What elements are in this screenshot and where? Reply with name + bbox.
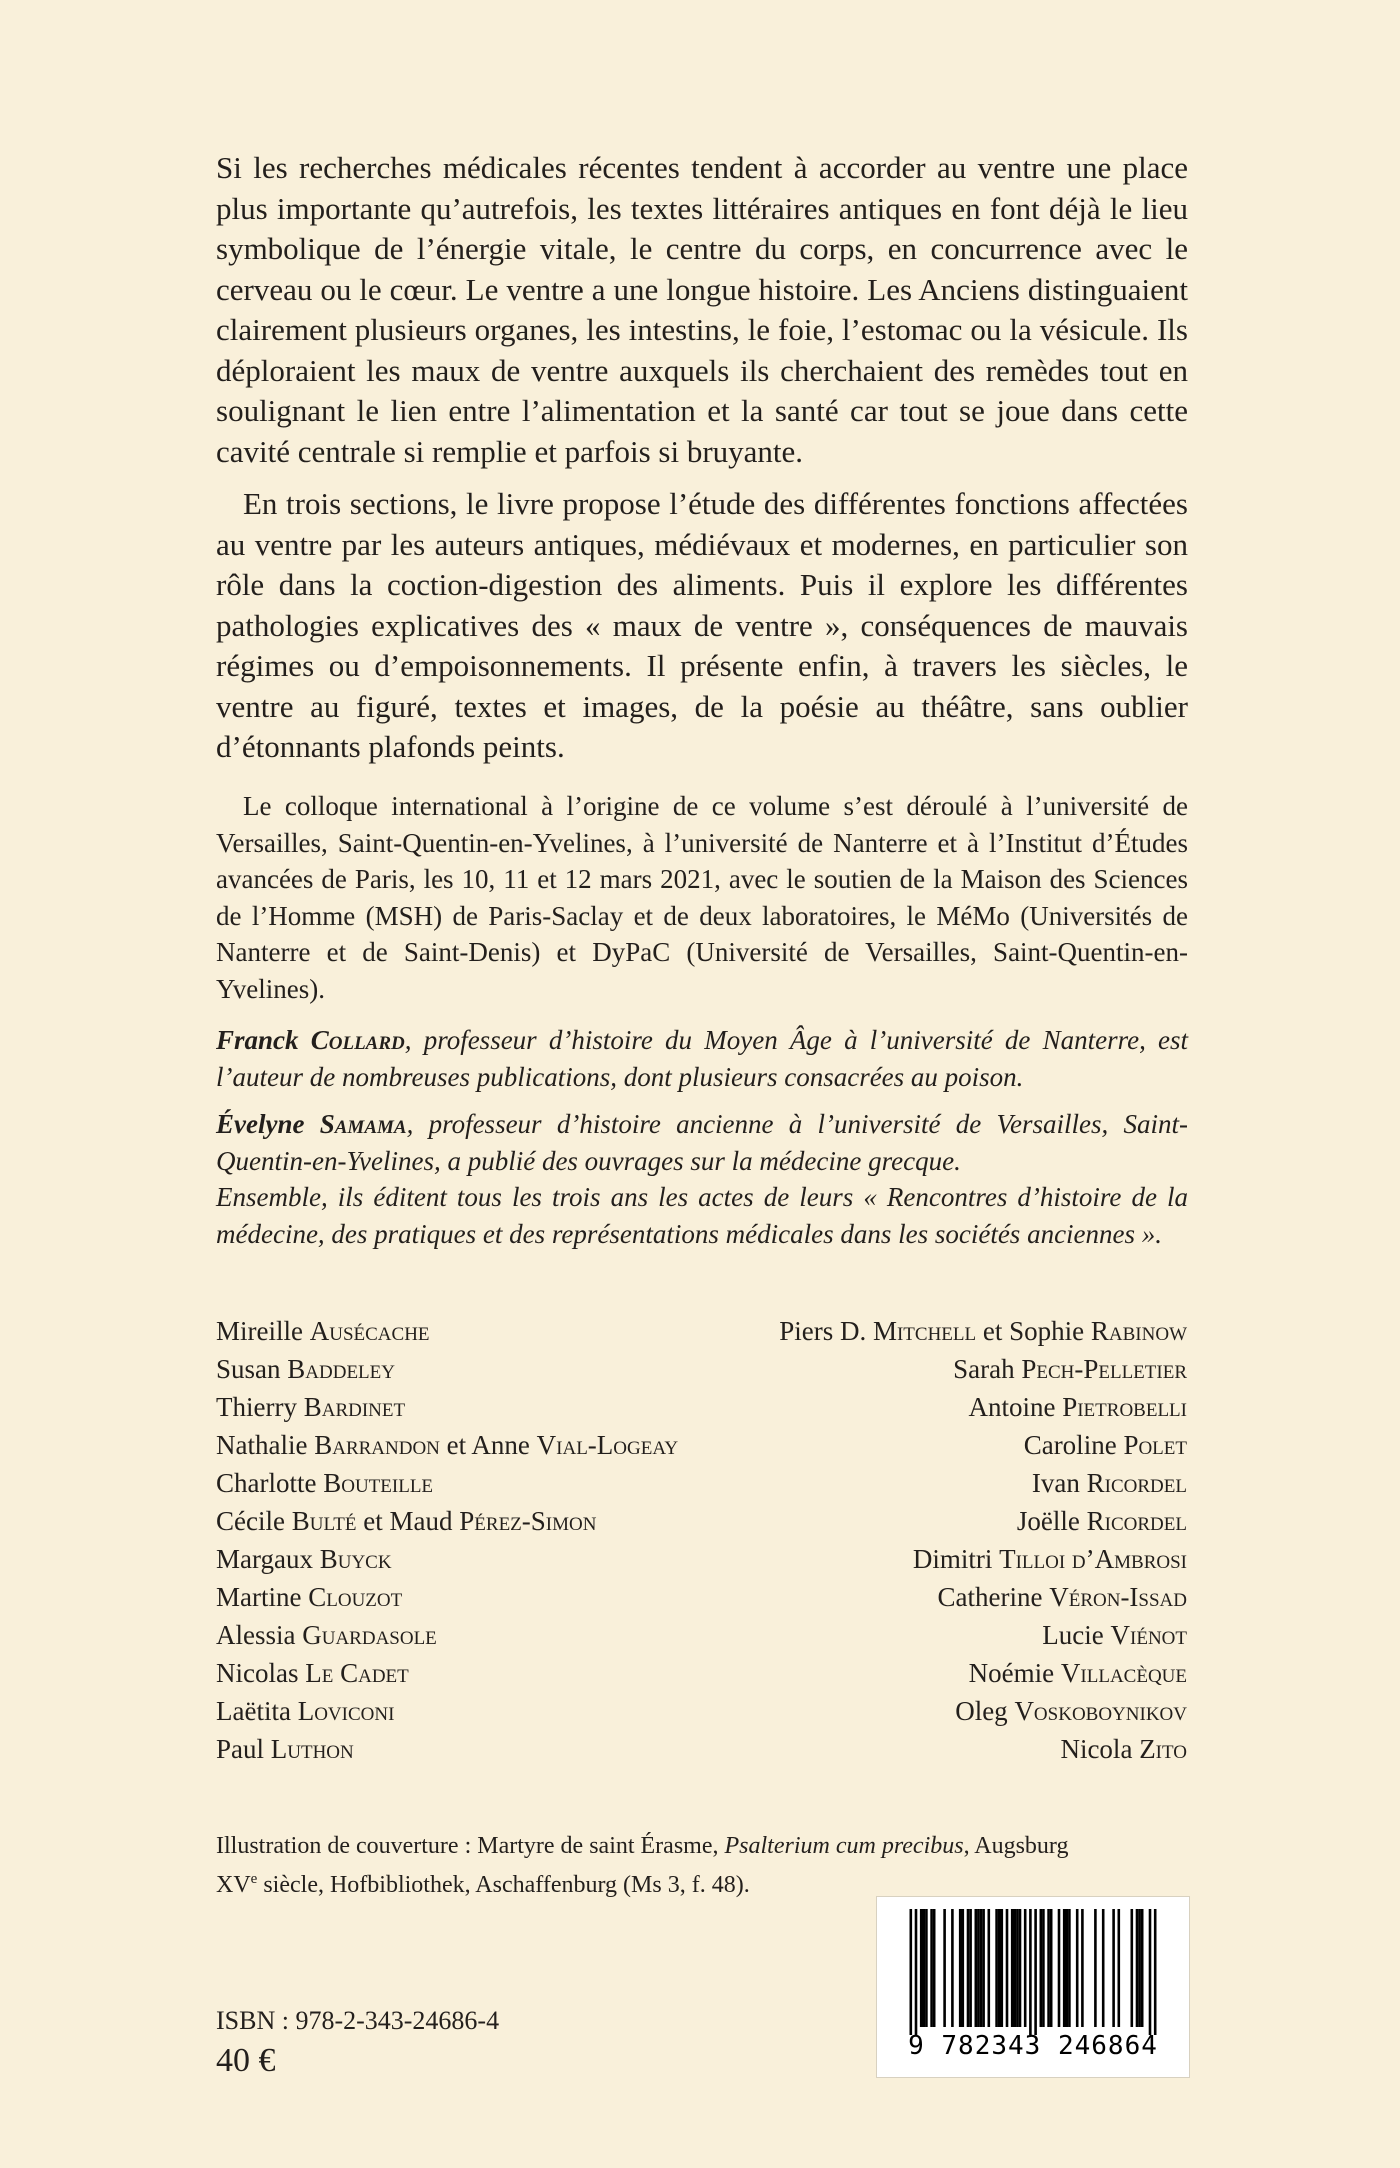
contributor-last-name: Pérez-Simon [459, 1506, 597, 1536]
contributor-entry [779, 1540, 1187, 1578]
price: 40 € [216, 2042, 276, 2079]
barcode-bar [1154, 1909, 1157, 2035]
credit-title: Psalterium cum precibus [724, 1833, 964, 1859]
contributor-last-name: Pech-Pelletier [1021, 1354, 1187, 1384]
barcode-bar [962, 1909, 965, 2027]
credit-century: XV [216, 1872, 251, 1898]
contributor-first-name: Laëtita [216, 1696, 291, 1726]
contributor-last-name: Clouzot [308, 1582, 403, 1612]
contributor-first-name: Nicolas [216, 1658, 299, 1688]
barcode-bar [910, 1909, 913, 2035]
contributor-last-name: Le Cadet [305, 1658, 409, 1688]
barcode-bar [930, 1909, 933, 2027]
contributor-first-name: Ivan [1031, 1468, 1080, 1498]
contributor-last-name: Polet [1123, 1430, 1187, 1460]
contributor-first-name: Nathalie [216, 1430, 308, 1460]
contributor-entry [779, 1502, 1187, 1540]
contributor-last-name: Bulté [291, 1506, 357, 1536]
barcode-bar [1131, 1909, 1134, 2027]
cover-illustration-credit [216, 1830, 1096, 1902]
contributors-right [779, 1312, 1187, 1768]
barcode-bar [1066, 1909, 1069, 2027]
contributor-last-name: Guardasole [302, 1620, 437, 1650]
together-text: Ensemble, ils éditent tous les trois ans les actes de leurs « Rencontres d’histoire de la médecine, des pratiques et des représentations médicales dans les sociétés anciennes ». [216, 1182, 1188, 1249]
barcode-bar [1063, 1909, 1066, 2027]
author-bio-text: , professeur d’histoire ancienne à l’université de Versailles, Saint-Quentin-en-Yvelines, a publié des ouvrages sur la médecine grecque. [216, 1109, 1188, 1176]
contributor-entry [216, 1502, 678, 1540]
contributor-entry [779, 1312, 1187, 1350]
contributor-first-name: Maud [389, 1506, 453, 1536]
contributor-entry [216, 1654, 678, 1692]
barcode-bar [943, 1909, 946, 2027]
contributor-last-name: Bouteille [323, 1468, 434, 1498]
author-bio-text: , professeur d’histoire du Moyen Âge à l’université de Nanterre, est l’auteur de nombreuses publications, dont plusieurs consacrées au poison. [216, 1025, 1189, 1092]
contributor-entry [216, 1578, 678, 1616]
contributor-last-name: Ricordel [1086, 1506, 1187, 1536]
barcode [876, 1896, 1190, 2078]
barcode-bar [1076, 1909, 1079, 2027]
barcode-bar [1058, 1909, 1061, 2027]
colloque-paragraph: Le colloque international à l’origine de ce volume s’est déroulé à l’université de Versailles, Saint-Quentin-en-Yvelines, à l’université de Nanterre et à l’Institut d’Études avancées de Paris, les 10, 11 et 12 mars 2021, avec le soutien de la Maison des Sciences de l’Homme (MSH) de Paris-Saclay et de deux laboratoires, le MéMo (Universités de Nanterre et de Saint-Denis) et DyPaC (Université de Versailles, Saint-Quentin-en-Yvelines). [216, 791, 1188, 1004]
contributor-entry [216, 1730, 678, 1768]
credit-suffix: , Augsburg [963, 1833, 1069, 1859]
contributor-first-name: Charlotte [216, 1468, 317, 1498]
contributor-last-name: Mitchell [872, 1316, 977, 1346]
barcode-bar [1011, 1909, 1014, 2027]
contributor-entry [216, 1388, 678, 1426]
barcode-bar [1149, 1909, 1152, 2035]
barcode-bar [1102, 1909, 1105, 2027]
barcode-number: 9 782343 246864 [908, 2031, 1158, 2061]
contributor-last-name: Rabinow [1090, 1316, 1187, 1346]
credit-century-sup: e [250, 1871, 258, 1887]
contributor-last-name: Villacèque [1060, 1658, 1187, 1688]
contributor-last-name: Viénot [1110, 1620, 1187, 1650]
contributor-entry [779, 1464, 1187, 1502]
contributor-first-name: Dimitri [912, 1544, 993, 1574]
barcode-bar [980, 1909, 983, 2027]
barcode-bar [933, 1909, 936, 2027]
contributor-first-name: Nicola [1060, 1734, 1133, 1764]
barcode-bar [920, 1909, 923, 2027]
contributor-last-name: Bardinet [303, 1392, 406, 1422]
contributor-entry [779, 1578, 1187, 1616]
contributor-first-name: Antoine [968, 1392, 1056, 1422]
contributor-entry [779, 1730, 1187, 1768]
contributor-last-name: Baddeley [287, 1354, 395, 1384]
author-bio-samama [216, 1106, 1188, 1252]
contributor-conjunction: et [446, 1430, 467, 1460]
barcode-bar [969, 1909, 972, 2027]
contributor-first-name: Joëlle [1016, 1506, 1080, 1536]
contributor-entry [216, 1464, 678, 1502]
contributor-entry [779, 1426, 1187, 1464]
contributor-entry [216, 1540, 678, 1578]
contributor-last-name: Véron-Issad [1049, 1582, 1187, 1612]
contributor-entry [779, 1616, 1187, 1654]
contributor-last-name: Barrandon [314, 1430, 440, 1460]
barcode-bar [1016, 1909, 1019, 2027]
contributor-entry [779, 1388, 1187, 1426]
contributor-first-name: Lucie [1042, 1620, 1104, 1650]
barcode-bar [1138, 1909, 1141, 2027]
barcode-bar [915, 1909, 918, 2035]
author-last-name: Collard [310, 1025, 405, 1055]
contributor-first-name: Thierry [216, 1392, 297, 1422]
contributor-last-name: Buyck [319, 1544, 392, 1574]
summary-paragraph-2: En trois sections, le livre propose l’étude des différentes fonctions affectées au ventre par les auteurs antiques, médiévaux et modernes, en particulier son rôle dans la coction-digestion des aliments. Puis il explore les différentes pathologies explicatives des « maux de ventre », conséquences de mauvais régimes ou d’empoisonnements. Il présente enfin, à travers les siècles, le ventre au figuré, textes et images, de la poésie au théâtre, sans oublier d’étonnants plafonds peints. [216, 486, 1188, 764]
barcode-bar [1019, 1909, 1022, 2027]
contributor-first-name: Noémie [968, 1658, 1055, 1688]
contributor-entry [779, 1654, 1187, 1692]
author-bio-collard [216, 1022, 1188, 1095]
contributor-first-name: Oleg [955, 1696, 1008, 1726]
barcode-bar [977, 1909, 980, 2027]
contributor-first-name: Martine [216, 1582, 302, 1612]
contributor-first-name: Cécile [216, 1506, 285, 1536]
barcode-bar [1040, 1909, 1043, 2027]
contributor-first-name: Sarah [953, 1354, 1015, 1384]
author-last-name: Samama [319, 1109, 407, 1139]
barcode-bar [975, 1909, 978, 2027]
contributor-first-name: Piers D. [779, 1316, 867, 1346]
barcode-bar [1081, 1909, 1084, 2027]
contributor-first-name: Margaux [216, 1544, 313, 1574]
contributor-entry [216, 1692, 678, 1730]
barcode-bar [1094, 1909, 1097, 2027]
barcode-bar [998, 1909, 1001, 2027]
contributor-first-name: Anne [471, 1430, 530, 1460]
barcode-bar [1001, 1909, 1004, 2027]
contributor-last-name: Ricordel [1086, 1468, 1187, 1498]
contributor-last-name: Zito [1139, 1734, 1187, 1764]
isbn: ISBN : 978-2-343-24686-4 [216, 2006, 500, 2035]
barcode-bar [1047, 1909, 1050, 2027]
contributor-first-name: Caroline [1023, 1430, 1117, 1460]
barcode-bar [1024, 1909, 1027, 2027]
barcode-bar [1029, 1909, 1032, 2035]
barcode-bar [988, 1909, 991, 2027]
contributor-first-name: Catherine [937, 1582, 1043, 1612]
barcode-bar [1068, 1909, 1071, 2027]
contributor-last-name: Voskoboynikov [1014, 1696, 1187, 1726]
contributor-last-name: Pietrobelli [1062, 1392, 1187, 1422]
barcode-bar [967, 1909, 970, 2027]
contributor-entry [216, 1616, 678, 1654]
summary-paragraph-1: Si les recherches médicales récentes tendent à accorder au ventre une place plus importante qu’autrefois, les textes littéraires antiques en font déjà le lieu symbolique de l’énergie vitale, le centre du corps, en concurrence avec le cerveau ou le cœur. Le ventre a une longue histoire. Les Anciens distinguaient clairement plusieurs organes, les intestins, le foie, l’estomac ou la vésicule. Ils déploraient les maux de ventre auxquels ils cherchaient des remèdes tout en soulignant le lien entre l’alimentation et la santé car tout se joue dans cette cavité centrale si remplie et parfois si bruyante. [216, 150, 1188, 469]
contributor-last-name: Ausécache [309, 1316, 430, 1346]
contributor-last-name: Tilloi d’Ambrosi [999, 1544, 1187, 1574]
contributor-first-name: Mireille [216, 1316, 303, 1346]
contributor-last-name: Vial-Logeay [536, 1430, 679, 1460]
barcode-bar [1118, 1909, 1121, 2027]
barcode-bar [982, 1909, 985, 2027]
barcode-bar [1050, 1909, 1053, 2027]
barcode-bar [923, 1909, 926, 2027]
author-first-name: Évelyne [216, 1109, 305, 1139]
contributor-entry [779, 1692, 1187, 1730]
contributor-entry [216, 1350, 678, 1388]
barcode-bar [1042, 1909, 1045, 2027]
barcode-bar [951, 1909, 954, 2027]
contributor-last-name: Luthon [270, 1734, 354, 1764]
barcode-bar [925, 1909, 928, 2027]
contributors-left [216, 1312, 678, 1768]
barcode-bar [1112, 1909, 1115, 2027]
contributor-last-name: Loviconi [297, 1696, 395, 1726]
contributor-first-name: Alessia [216, 1620, 296, 1650]
contributor-first-name: Sophie [1009, 1316, 1085, 1346]
barcode-bar [1141, 1909, 1144, 2027]
barcode-bar [1034, 1909, 1037, 2035]
contributor-conjunction: et [982, 1316, 1003, 1346]
contributor-entry [216, 1312, 678, 1350]
credit-prefix: Illustration de couverture : Martyre de saint Érasme, [216, 1833, 725, 1859]
contributor-first-name: Susan [216, 1354, 281, 1384]
contributor-first-name: Paul [216, 1734, 265, 1764]
credit-rest: siècle, Hofbibliothek, Aschaffenburg (Ms 3, f. 48). [257, 1872, 750, 1898]
barcode-bar [1136, 1909, 1139, 2027]
barcode-bar [1014, 1909, 1017, 2027]
contributor-conjunction: et [363, 1506, 383, 1536]
barcode-bar [995, 1909, 998, 2027]
author-first-name: Franck [216, 1025, 299, 1055]
contributor-entry [216, 1426, 678, 1464]
barcode-bar [1006, 1909, 1009, 2027]
contributor-entry [779, 1350, 1187, 1388]
barcode-bar [959, 1909, 962, 2027]
